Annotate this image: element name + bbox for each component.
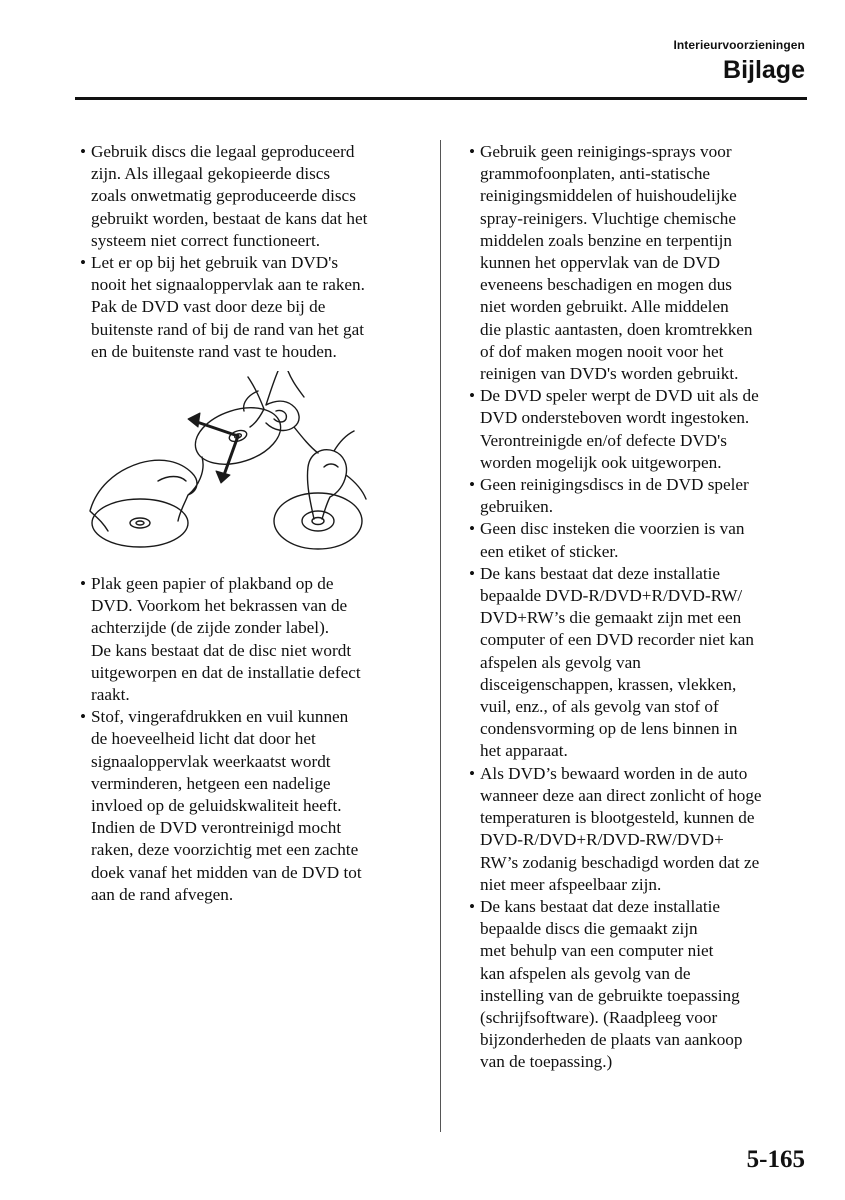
text-line: van de toepassing.) [480, 1052, 613, 1072]
text-line: Let er op bij het gebruik van DVD's [91, 253, 339, 273]
text-line: reinigingsmiddelen of huishoudelijke [480, 186, 737, 206]
bullet-marker: • [469, 896, 476, 916]
text-line: Gebruik discs die legaal geproduceerd [91, 142, 355, 161]
left-bullet-list-top [80, 141, 420, 363]
text-line: RW’s zodanig beschadigd worden dat ze [480, 852, 760, 872]
section-title: Interieurvoorzieningen [673, 38, 805, 52]
chapter-title: Bijlage [723, 56, 805, 84]
text-line: reinigen van DVD's worden gebruikt. [480, 364, 739, 384]
left-bullet-list-bottom [80, 573, 420, 906]
text-line: niet worden gebruikt. Alle middelen [480, 297, 729, 317]
text-line: De kans bestaat dat deze installatie [480, 896, 721, 916]
text-line: die plastic aantasten, doen kromtrekken [480, 319, 753, 339]
text-line: DVD. Voorkom het bekrassen van de [91, 596, 348, 616]
bullet-marker: • [80, 574, 87, 594]
text-line: DVD-R/DVD+R/DVD-RW/DVD+ [480, 830, 724, 850]
text-line: of dof maken mogen nooit voor het [480, 341, 724, 361]
text-line: afspelen als gevolg van [480, 652, 641, 672]
right-column [469, 141, 819, 1074]
text-line: uitgeworpen en dat de installatie defect [91, 662, 361, 682]
text-line: (schrijfsoftware). (Raadpleeg voor [480, 1007, 718, 1027]
text-line: zijn. Als illegaal gekopieerde discs [91, 164, 331, 184]
bullet-marker: • [80, 142, 87, 161]
text-line: DVD ondersteboven wordt ingestoken. [480, 408, 750, 428]
column-divider [440, 140, 441, 1132]
text-line: condensvorming op de lens binnen in [480, 719, 738, 739]
bullet-item [469, 385, 819, 474]
text-line: verminderen, hetgeen een nadelige [91, 773, 331, 793]
text-line: systeem niet correct functioneert. [91, 230, 321, 250]
hand-top-icon [244, 371, 318, 453]
bullet-marker: • [80, 253, 87, 273]
text-line: signaaloppervlak weerkaatst wordt [91, 751, 331, 771]
text-line: eveneens beschadigen en mogen dus [480, 275, 732, 295]
text-line: bepaalde discs die gemaakt zijn [480, 919, 698, 939]
text-line: gebruiken. [480, 497, 554, 517]
text-line: Als DVD’s bewaard worden in de auto [480, 763, 748, 783]
right-bullet-list [469, 141, 819, 1074]
text-line: wanneer deze aan direct zonlicht of hoge [480, 785, 762, 805]
bullet-item [469, 896, 819, 1074]
text-line: nooit het signaaloppervlak aan te raken. [91, 275, 365, 295]
text-line: buitenste rand of bij de rand van het gat [91, 319, 365, 339]
text-line: temperaturen is blootgesteld, kunnen de [480, 808, 755, 828]
text-line: invloed op de geluidskwaliteit heeft. [91, 796, 342, 816]
bullet-item [80, 141, 420, 252]
bullet-item [469, 141, 819, 385]
text-line: bepaalde DVD-R/DVD+R/DVD-RW/ [480, 586, 743, 606]
text-line: instelling van de gebruikte toepassing [480, 985, 740, 1005]
page-number: 5-165 [746, 1146, 805, 1173]
text-line: De kans bestaat dat de disc niet wordt [91, 640, 352, 660]
bullet-item [80, 573, 420, 706]
text-line: Geen reinigingsdiscs in de DVD speler [480, 475, 749, 495]
text-line: met behulp van een computer niet [480, 941, 714, 961]
disc-left-icon [92, 499, 188, 547]
bullet-item [469, 474, 819, 518]
text-line: Indien de DVD verontreinigd mocht [91, 818, 342, 838]
text-line: raken, deze voorzichtig met een zachte [91, 840, 359, 860]
left-column [80, 141, 420, 906]
text-line: Verontreinigde en/of defecte DVD's [480, 430, 727, 450]
text-line: kan afspelen als gevolg van de [480, 963, 691, 983]
bullet-marker: • [469, 763, 476, 783]
disc-right-icon [274, 493, 362, 549]
text-line: zoals onwetmatig geproduceerde discs [91, 186, 356, 206]
text-line: grammofoonplaten, anti-statische [480, 164, 711, 184]
hand-right-icon [307, 431, 366, 519]
bullet-item [80, 252, 420, 363]
bullet-marker: • [469, 519, 476, 539]
text-line: het apparaat. [480, 741, 568, 761]
text-line: de hoeveelheid licht dat door het [91, 729, 316, 749]
text-line: Pak de DVD vast door deze bij de [91, 297, 326, 317]
text-line: disceigenschappen, krassen, vlekken, [480, 674, 737, 694]
text-line: en de buitenste rand vast te houden. [91, 341, 337, 361]
text-line: een etiket of sticker. [480, 541, 619, 561]
text-line: achterzijde (de zijde zonder label). [91, 618, 330, 638]
text-line: spray-reinigers. Vluchtige chemische [480, 208, 736, 228]
bullet-marker: • [469, 475, 476, 495]
text-line: De kans bestaat dat deze installatie [480, 563, 721, 583]
bullet-marker: • [80, 707, 87, 727]
text-line: De DVD speler werpt de DVD uit als de [480, 386, 759, 406]
text-line: Plak geen papier of plakband op de [91, 574, 334, 594]
text-line: computer of een DVD recorder niet kan [480, 630, 754, 650]
text-line: vuil, enz., of als gevolg van stof of [480, 697, 719, 717]
bullet-item [469, 563, 819, 763]
text-line: gebruikt worden, bestaat de kans dat het [91, 208, 368, 228]
text-line: bijzonderheden de plaats van aankoop [480, 1030, 743, 1050]
text-line: Gebruik geen reinigings-sprays voor [480, 142, 732, 161]
text-line: Stof, vingerafdrukken en vuil kunnen [91, 707, 349, 727]
text-line: raakt. [91, 685, 130, 705]
bullet-item [80, 706, 420, 906]
text-line: DVD+RW’s die gemaakt zijn met een [480, 608, 742, 628]
dvd-handling-illustration [88, 371, 388, 561]
header-divider [75, 97, 807, 100]
text-line: Geen disc insteken die voorzien is van [480, 519, 745, 539]
text-line: aan de rand afvegen. [91, 884, 234, 904]
bullet-item [469, 763, 819, 896]
text-line: worden mogelijk ook uitgeworpen. [480, 452, 722, 472]
bullet-item [469, 518, 819, 562]
bullet-marker: • [469, 386, 476, 406]
text-line: doek vanaf het midden van de DVD tot [91, 862, 362, 882]
text-line: middelen zoals benzine en terpentijn [480, 230, 732, 250]
bullet-marker: • [469, 563, 476, 583]
text-line: niet meer afspeelbaar zijn. [480, 874, 662, 894]
text-line: kunnen het oppervlak van de DVD [480, 253, 721, 273]
bullet-marker: • [469, 142, 476, 161]
